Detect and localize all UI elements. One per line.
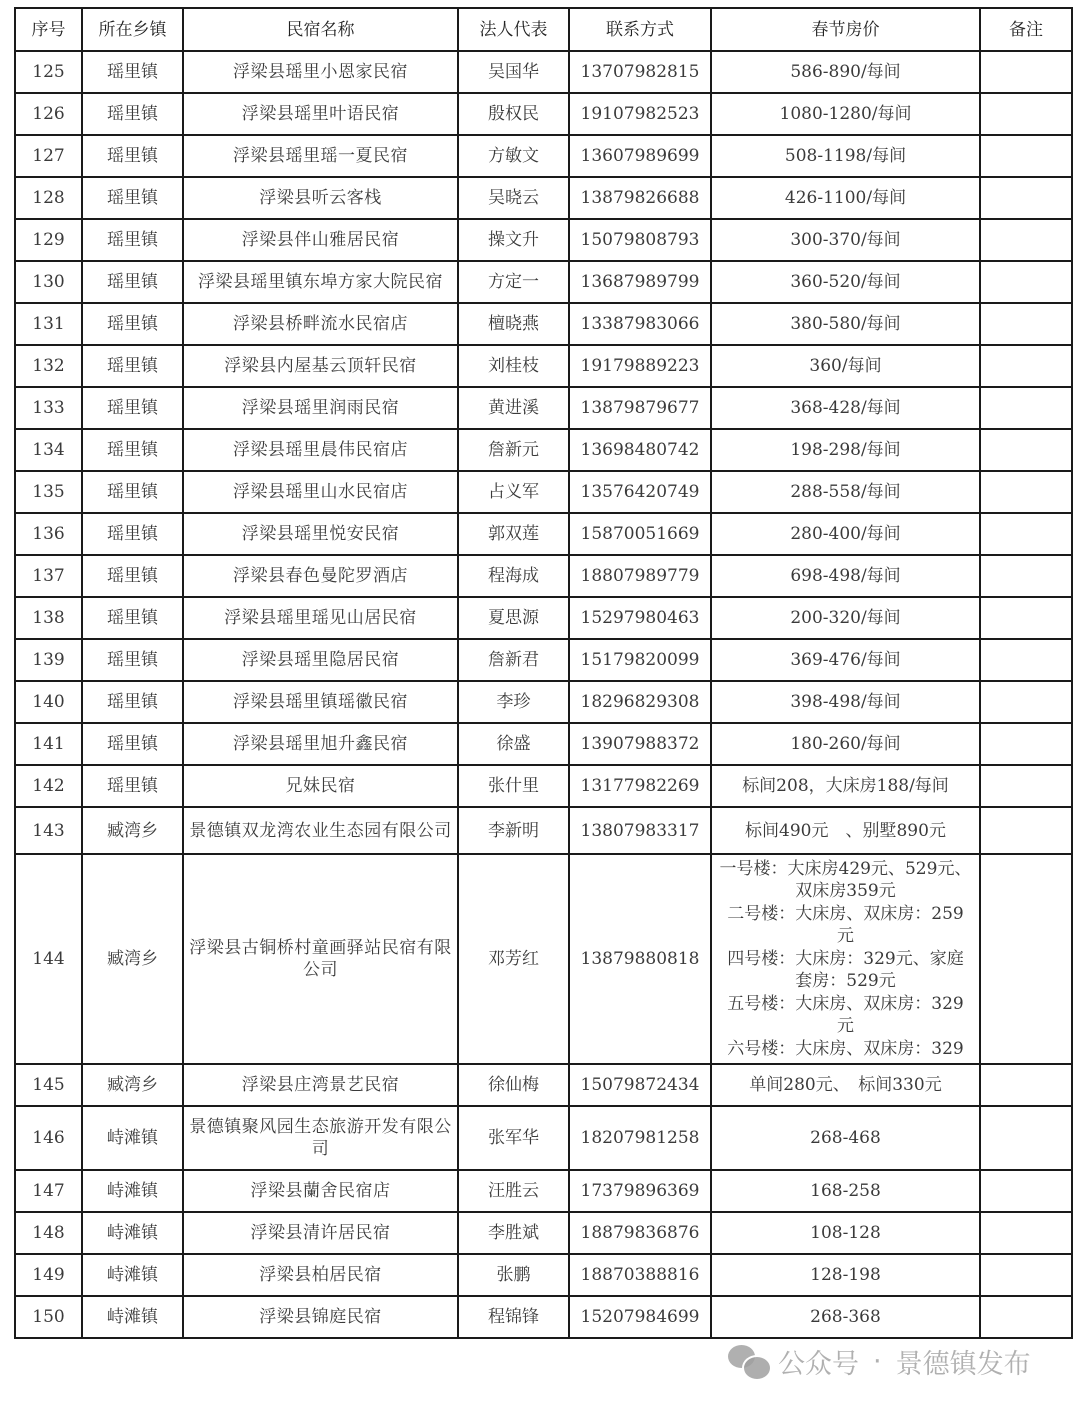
phone-cell: 13907988372 [569, 723, 711, 765]
homestay-name-cell: 景德镇双龙湾农业生态园有限公司 [183, 807, 458, 854]
legal-rep-cell: 吴国华 [458, 51, 569, 93]
header-spring-festival-price: 春节房价 [711, 8, 980, 51]
serial-no-cell: 128 [15, 177, 82, 219]
phone-cell: 19107982523 [569, 93, 711, 135]
serial-no-cell: 132 [15, 345, 82, 387]
homestay-name-cell: 浮梁县瑶里山水民宿店 [183, 471, 458, 513]
serial-no-cell: 136 [15, 513, 82, 555]
price-cell: 标间208，大床房188/每间 [711, 765, 980, 807]
price-line: 二号楼：大床房、双床房：259 [727, 903, 964, 924]
price-cell: 268-468 [711, 1106, 980, 1170]
watermark [728, 1342, 1031, 1381]
legal-rep-cell: 李新明 [458, 807, 569, 854]
legal-rep-cell: 张军华 [458, 1106, 569, 1170]
phone-cell: 18879836876 [569, 1212, 711, 1254]
table-row [15, 1106, 1072, 1170]
phone-cell: 13576420749 [569, 471, 711, 513]
price-line: 套房：529元 [795, 971, 896, 992]
serial-no-cell: 143 [15, 807, 82, 854]
price-cell: 128-198 [711, 1254, 980, 1296]
table-row [15, 854, 1072, 1064]
serial-no-cell: 139 [15, 639, 82, 681]
phone-cell: 13707982815 [569, 51, 711, 93]
serial-no-cell: 150 [15, 1296, 82, 1338]
header-legal-representative: 法人代表 [458, 8, 569, 51]
table-row [15, 93, 1072, 135]
header-serial-no: 序号 [15, 8, 82, 51]
table-row [15, 597, 1072, 639]
remarks-cell [980, 513, 1072, 555]
serial-no-cell: 144 [15, 854, 82, 1064]
remarks-cell [980, 1296, 1072, 1338]
legal-rep-cell: 吴晓云 [458, 177, 569, 219]
price-cell: 300-370/每间 [711, 219, 980, 261]
table-row [15, 387, 1072, 429]
homestay-price-table [14, 7, 1073, 1339]
table-row [15, 429, 1072, 471]
town-cell: 臧湾乡 [82, 854, 183, 1064]
table-body [15, 51, 1072, 1338]
table-row [15, 177, 1072, 219]
table-row [15, 555, 1072, 597]
price-cell: 198-298/每间 [711, 429, 980, 471]
table-row [15, 723, 1072, 765]
price-cell: 288-558/每间 [711, 471, 980, 513]
table-row [15, 219, 1072, 261]
homestay-name-cell: 浮梁县瑶里镇瑶徽民宿 [183, 681, 458, 723]
homestay-name-cell: 浮梁县蘭舍民宿店 [183, 1170, 458, 1212]
homestay-name-cell: 浮梁县桥畔流水民宿店 [183, 303, 458, 345]
town-cell: 瑶里镇 [82, 387, 183, 429]
price-cell: 360/每间 [711, 345, 980, 387]
phone-cell: 15179820099 [569, 639, 711, 681]
homestay-name-cell: 兄妹民宿 [183, 765, 458, 807]
remarks-cell [980, 1170, 1072, 1212]
homestay-name-cell: 浮梁县清许居民宿 [183, 1212, 458, 1254]
price-cell: 200-320/每间 [711, 597, 980, 639]
header-town: 所在乡镇 [82, 8, 183, 51]
phone-cell: 13687989799 [569, 261, 711, 303]
town-cell: 瑶里镇 [82, 93, 183, 135]
legal-rep-cell: 徐仙梅 [458, 1064, 569, 1106]
legal-rep-cell: 夏思源 [458, 597, 569, 639]
legal-rep-cell: 詹新君 [458, 639, 569, 681]
remarks-cell [980, 1254, 1072, 1296]
price-line: 一号楼：大床房429元、529元、 [719, 858, 972, 879]
serial-no-cell: 130 [15, 261, 82, 303]
legal-rep-cell: 李胜斌 [458, 1212, 569, 1254]
town-cell: 瑶里镇 [82, 261, 183, 303]
homestay-name-cell: 浮梁县瑶里小恩家民宿 [183, 51, 458, 93]
table-row [15, 639, 1072, 681]
remarks-cell [980, 723, 1072, 765]
price-cell [711, 854, 980, 1064]
serial-no-cell: 140 [15, 681, 82, 723]
table-row [15, 1170, 1072, 1212]
phone-cell: 13879879677 [569, 387, 711, 429]
homestay-name-cell: 浮梁县瑶里瑶一夏民宿 [183, 135, 458, 177]
remarks-cell [980, 219, 1072, 261]
remarks-cell [980, 1064, 1072, 1106]
phone-cell: 15079808793 [569, 219, 711, 261]
homestay-name-cell: 浮梁县瑶里镇东埠方家大院民宿 [183, 261, 458, 303]
legal-rep-cell: 占义军 [458, 471, 569, 513]
table-row [15, 51, 1072, 93]
homestay-name-cell: 浮梁县庄湾景艺民宿 [183, 1064, 458, 1106]
remarks-cell [980, 387, 1072, 429]
remarks-cell [980, 555, 1072, 597]
remarks-cell [980, 765, 1072, 807]
table-row [15, 681, 1072, 723]
price-cell: 508-1198/每间 [711, 135, 980, 177]
remarks-cell [980, 303, 1072, 345]
wechat-icon [728, 1345, 770, 1379]
legal-rep-cell: 方敏文 [458, 135, 569, 177]
price-cell: 368-428/每间 [711, 387, 980, 429]
legal-rep-cell: 程海成 [458, 555, 569, 597]
table-row [15, 1296, 1072, 1338]
price-cell: 360-520/每间 [711, 261, 980, 303]
legal-rep-cell: 操文升 [458, 219, 569, 261]
homestay-name-cell: 浮梁县瑶里晨伟民宿店 [183, 429, 458, 471]
remarks-cell [980, 854, 1072, 1064]
serial-no-cell: 135 [15, 471, 82, 513]
town-cell: 瑶里镇 [82, 639, 183, 681]
town-cell: 峙滩镇 [82, 1106, 183, 1170]
price-line: 双床房359元 [795, 881, 896, 902]
remarks-cell [980, 429, 1072, 471]
price-line: 五号楼：大床房、双床房：329 [727, 993, 964, 1014]
serial-no-cell: 127 [15, 135, 82, 177]
price-cell: 380-580/每间 [711, 303, 980, 345]
serial-no-cell: 145 [15, 1064, 82, 1106]
remarks-cell [980, 1212, 1072, 1254]
header-contact: 联系方式 [569, 8, 711, 51]
price-cell: 108-128 [711, 1212, 980, 1254]
phone-cell: 18870388816 [569, 1254, 711, 1296]
table-row [15, 513, 1072, 555]
serial-no-cell: 125 [15, 51, 82, 93]
legal-rep-cell: 方定一 [458, 261, 569, 303]
town-cell: 瑶里镇 [82, 765, 183, 807]
serial-no-cell: 138 [15, 597, 82, 639]
serial-no-cell: 148 [15, 1212, 82, 1254]
phone-cell: 18207981258 [569, 1106, 711, 1170]
price-cell: 698-498/每间 [711, 555, 980, 597]
serial-no-cell: 126 [15, 93, 82, 135]
remarks-cell [980, 135, 1072, 177]
price-cell: 268-368 [711, 1296, 980, 1338]
remarks-cell [980, 597, 1072, 639]
homestay-name-cell: 浮梁县瑶里瑶见山居民宿 [183, 597, 458, 639]
table-row [15, 303, 1072, 345]
table-row [15, 1254, 1072, 1296]
remarks-cell [980, 639, 1072, 681]
phone-cell: 13807983317 [569, 807, 711, 854]
town-cell: 峙滩镇 [82, 1296, 183, 1338]
remarks-cell [980, 681, 1072, 723]
legal-rep-cell: 邓芳红 [458, 854, 569, 1064]
table-row [15, 1064, 1072, 1106]
phone-cell: 15870051669 [569, 513, 711, 555]
phone-cell: 18807989779 [569, 555, 711, 597]
homestay-name-cell: 浮梁县瑶里润雨民宿 [183, 387, 458, 429]
serial-no-cell: 133 [15, 387, 82, 429]
homestay-name-cell: 浮梁县古铜桥村童画驿站民宿有限公司 [183, 854, 458, 1064]
price-cell: 426-1100/每间 [711, 177, 980, 219]
town-cell: 峙滩镇 [82, 1170, 183, 1212]
town-cell: 瑶里镇 [82, 51, 183, 93]
town-cell: 瑶里镇 [82, 597, 183, 639]
town-cell: 瑶里镇 [82, 219, 183, 261]
legal-rep-cell: 刘桂枝 [458, 345, 569, 387]
price-cell: 398-498/每间 [711, 681, 980, 723]
phone-cell: 13177982269 [569, 765, 711, 807]
price-cell: 标间490元 、别墅890元 [711, 807, 980, 854]
town-cell: 瑶里镇 [82, 135, 183, 177]
town-cell: 瑶里镇 [82, 345, 183, 387]
header-remarks: 备注 [980, 8, 1072, 51]
serial-no-cell: 147 [15, 1170, 82, 1212]
phone-cell: 13698480742 [569, 429, 711, 471]
table-header-row [15, 8, 1072, 51]
remarks-cell [980, 345, 1072, 387]
remarks-cell [980, 93, 1072, 135]
table-row [15, 135, 1072, 177]
remarks-cell [980, 1106, 1072, 1170]
serial-no-cell: 149 [15, 1254, 82, 1296]
phone-cell: 19179889223 [569, 345, 711, 387]
legal-rep-cell: 黄进溪 [458, 387, 569, 429]
phone-cell: 13607989699 [569, 135, 711, 177]
phone-cell: 15079872434 [569, 1064, 711, 1106]
town-cell: 臧湾乡 [82, 1064, 183, 1106]
legal-rep-cell: 张鹏 [458, 1254, 569, 1296]
homestay-name-cell: 景德镇聚风园生态旅游开发有限公司 [183, 1106, 458, 1170]
town-cell: 瑶里镇 [82, 303, 183, 345]
town-cell: 臧湾乡 [82, 807, 183, 854]
phone-cell: 15297980463 [569, 597, 711, 639]
header-homestay-name: 民宿名称 [183, 8, 458, 51]
legal-rep-cell: 徐盛 [458, 723, 569, 765]
legal-rep-cell: 郭双莲 [458, 513, 569, 555]
price-line: 六号楼：大床房、双床房：329 [727, 1038, 964, 1059]
watermark-account: 景德镇发布 [895, 1349, 1031, 1380]
homestay-name-cell: 浮梁县内屋基云顶轩民宿 [183, 345, 458, 387]
remarks-cell [980, 51, 1072, 93]
price-line: 元 [837, 1016, 854, 1037]
phone-cell: 17379896369 [569, 1170, 711, 1212]
phone-cell: 13879826688 [569, 177, 711, 219]
serial-no-cell: 146 [15, 1106, 82, 1170]
legal-rep-cell: 詹新元 [458, 429, 569, 471]
legal-rep-cell: 殷权民 [458, 93, 569, 135]
price-cell: 1080-1280/每间 [711, 93, 980, 135]
price-cell: 586-890/每间 [711, 51, 980, 93]
town-cell: 瑶里镇 [82, 177, 183, 219]
remarks-cell [980, 471, 1072, 513]
phone-cell: 18296829308 [569, 681, 711, 723]
town-cell: 瑶里镇 [82, 471, 183, 513]
remarks-cell [980, 807, 1072, 854]
table-row [15, 1212, 1072, 1254]
homestay-name-cell: 浮梁县春色曼陀罗酒店 [183, 555, 458, 597]
legal-rep-cell: 李珍 [458, 681, 569, 723]
phone-cell: 13387983066 [569, 303, 711, 345]
homestay-name-cell: 浮梁县伴山雅居民宿 [183, 219, 458, 261]
price-cell: 280-400/每间 [711, 513, 980, 555]
homestay-name-cell: 浮梁县锦庭民宿 [183, 1296, 458, 1338]
serial-no-cell: 137 [15, 555, 82, 597]
serial-no-cell: 129 [15, 219, 82, 261]
watermark-prefix: 公众号 [778, 1349, 859, 1380]
town-cell: 峙滩镇 [82, 1212, 183, 1254]
town-cell: 瑶里镇 [82, 555, 183, 597]
serial-no-cell: 141 [15, 723, 82, 765]
price-cell: 单间280元、 标间330元 [711, 1064, 980, 1106]
homestay-name-cell: 浮梁县柏居民宿 [183, 1254, 458, 1296]
homestay-name-cell: 浮梁县瑶里旭升鑫民宿 [183, 723, 458, 765]
town-cell: 瑶里镇 [82, 429, 183, 471]
homestay-name-cell: 浮梁县瑶里隐居民宿 [183, 639, 458, 681]
table-row [15, 765, 1072, 807]
table-row [15, 807, 1072, 854]
serial-no-cell: 131 [15, 303, 82, 345]
phone-cell: 13879880818 [569, 854, 711, 1064]
town-cell: 瑶里镇 [82, 723, 183, 765]
homestay-name-cell: 浮梁县瑶里叶语民宿 [183, 93, 458, 135]
price-cell: 168-258 [711, 1170, 980, 1212]
legal-rep-cell: 张什里 [458, 765, 569, 807]
legal-rep-cell: 檀晓燕 [458, 303, 569, 345]
phone-cell: 15207984699 [569, 1296, 711, 1338]
homestay-name-cell: 浮梁县瑶里悦安民宿 [183, 513, 458, 555]
serial-no-cell: 142 [15, 765, 82, 807]
town-cell: 峙滩镇 [82, 1254, 183, 1296]
legal-rep-cell: 程锦锋 [458, 1296, 569, 1338]
price-line: 元 [837, 926, 854, 947]
remarks-cell [980, 261, 1072, 303]
price-line: 四号楼：大床房：329元、家庭 [727, 948, 964, 969]
table-row [15, 345, 1072, 387]
remarks-cell [980, 177, 1072, 219]
watermark-separator: · [873, 1346, 882, 1377]
homestay-name-cell: 浮梁县听云客栈 [183, 177, 458, 219]
town-cell: 瑶里镇 [82, 513, 183, 555]
town-cell: 瑶里镇 [82, 681, 183, 723]
price-cell: 180-260/每间 [711, 723, 980, 765]
legal-rep-cell: 汪胜云 [458, 1170, 569, 1212]
table-row [15, 471, 1072, 513]
serial-no-cell: 134 [15, 429, 82, 471]
table-row [15, 261, 1072, 303]
price-cell: 369-476/每间 [711, 639, 980, 681]
